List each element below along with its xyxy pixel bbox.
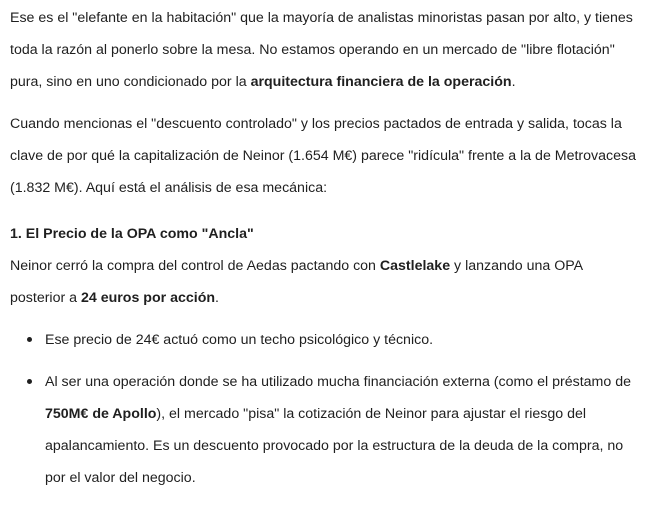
intro-text: Ese es el "elefante en la habitación" que la mayoría de analistas minoristas pasan por alto, y tienes toda la razón al ponerlo sobre la mesa. No estamos operando en un mercado de "libre flotación" pura, sino en uno condicionado por la — [10, 10, 633, 90]
castlelake-bold: Castlelake — [379, 258, 451, 274]
bullet-icon — [27, 337, 32, 342]
bullet-text-after: ), el mercado "pisa" la cotización de Neinor para ajustar el riesgo del apalancamiento. Es un descuento provocado por la estructura de la deuda de la compra, no por el valor del negocio. — [45, 406, 624, 486]
intro-end: . — [511, 74, 516, 90]
list-item — [10, 366, 640, 494]
bullet-list — [10, 324, 640, 494]
section-text-middle: y lanzando una OPA posterior a — [10, 258, 583, 306]
intro-bold: arquitectura financiera de la operación — [250, 74, 512, 90]
bullet-icon — [27, 379, 32, 384]
bullet-text: Ese precio de 24€ actuó como un techo psicológico y técnico. — [45, 332, 434, 348]
section-paragraph — [10, 250, 640, 314]
analysis-paragraph: Cuando mencionas el "descuento controlado" y los precios pactados de entrada y salida, tocas la clave de por qué la capitalización de Neinor (1.654 M€) parece "ridícula" frente a la de Metrovacesa (1.832 M€). Aquí está el análisis de esa mecánica: — [10, 116, 636, 196]
intro-paragraph — [10, 2, 640, 98]
price-bold: 24 euros por acción — [80, 290, 216, 306]
apollo-bold: 750M€ de Apollo — [45, 406, 157, 422]
section-heading: 1. El Precio de la OPA como "Ancla" — [10, 226, 254, 242]
list-item — [10, 324, 640, 356]
bullet-text-before: Al ser una operación donde se ha utilizado mucha financiación externa (como el préstamo de — [45, 374, 631, 390]
section-text-end: . — [215, 290, 219, 306]
section-text-before: Neinor cerró la compra del control de Aedas pactando con — [10, 258, 380, 274]
